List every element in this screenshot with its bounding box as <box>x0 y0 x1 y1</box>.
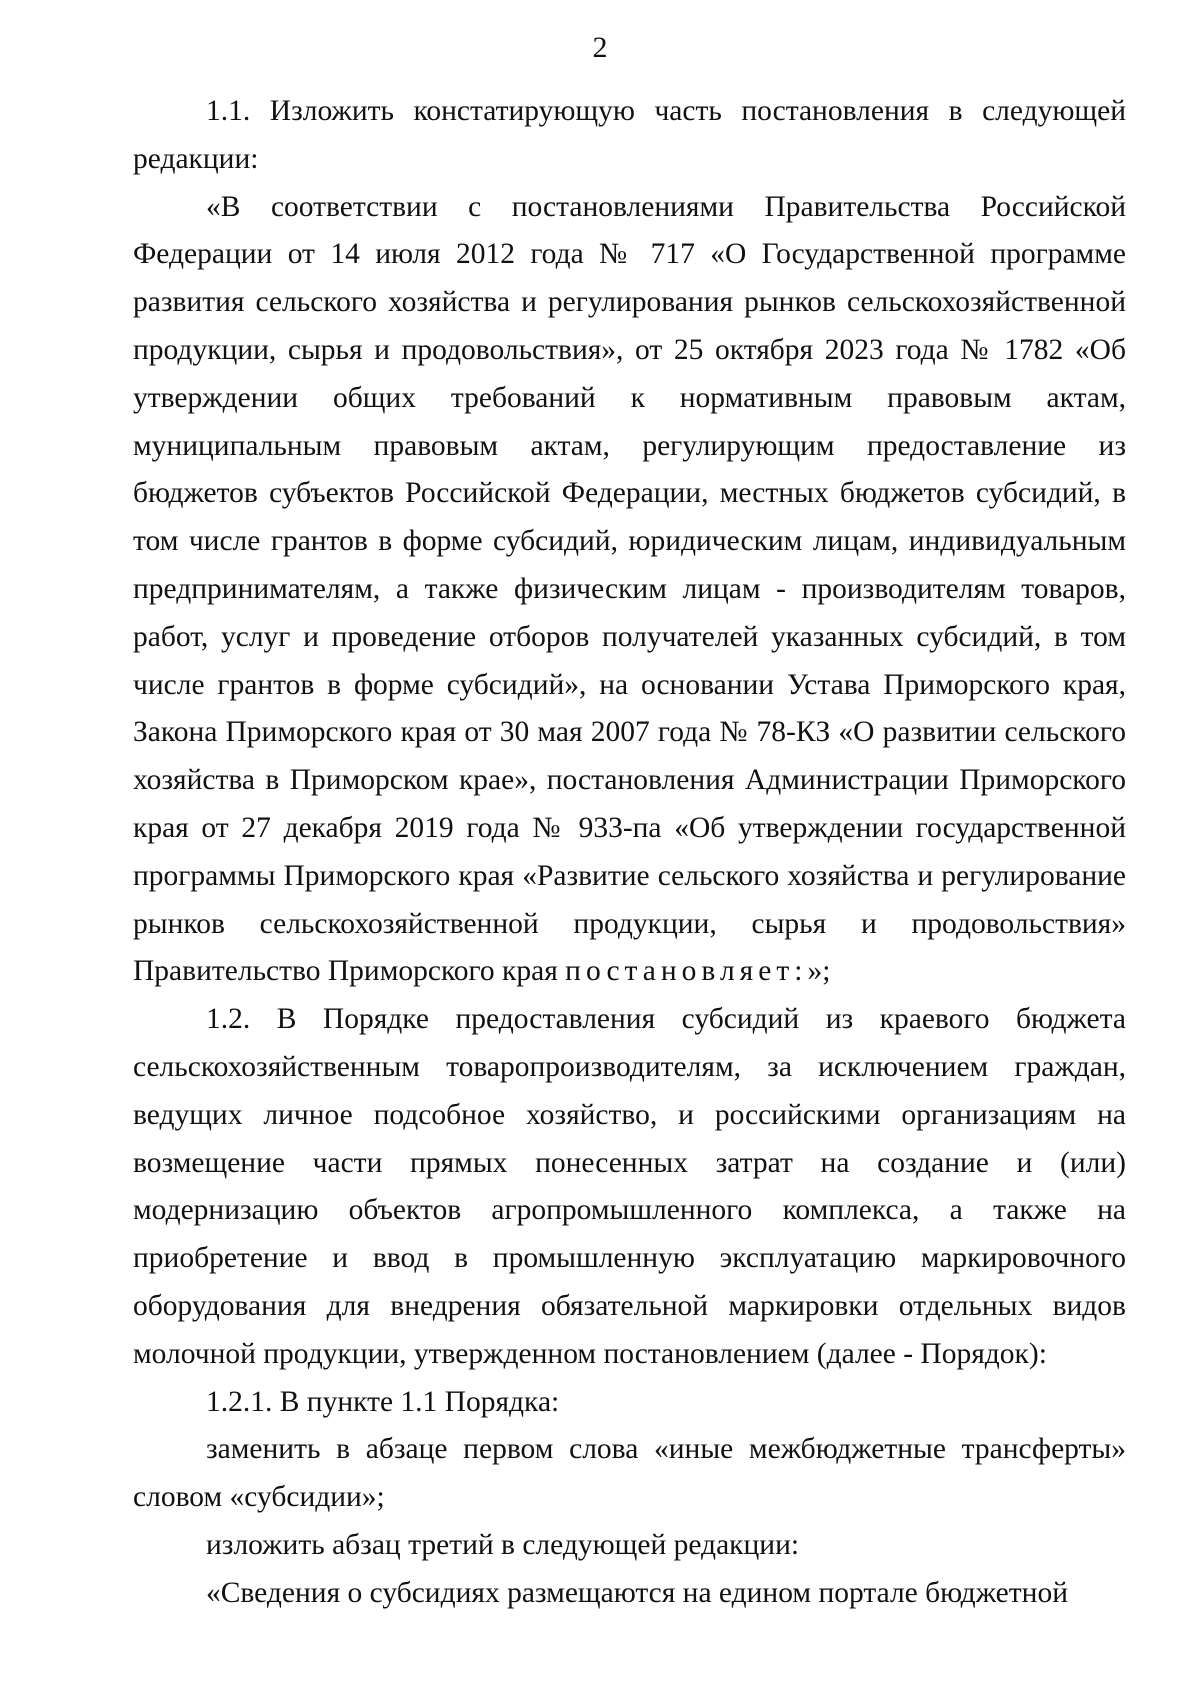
paragraph-preamble <box>133 184 1126 997</box>
paragraph-1-1: 1.1. Изложить констатирующую часть постановления в следующей редакции: <box>133 95 1126 175</box>
paragraph-replace-words: заменить в абзаце первом слова «иные межбюджетные трансферты» словом «субсидии»; <box>133 1433 1126 1514</box>
paragraph-1-2-1: 1.2.1. В пункте 1.1 Порядка: <box>206 1385 560 1418</box>
preamble-resolves-word: постановляет: <box>565 955 808 988</box>
preamble-text: «В соответствии с постановлениями Правительства Российской Федерации от 14 июля 2012 года № 717 «О Государственной программе развития сельского хозяйства и регулирования рынков сельскохозяйственной продукции, сырья и продовольствия», от 25 октября 2023 года № 1782 «Об утверждении общих требований к нормативным правовым актам, муниципальным правовым актам, регулирующим предоставление из бюджетов субъектов Российской Федерации, местных бюджетов субсидий, в том числе грантов в форме субсидий, юридическим лицам, индивидуальным предпринимателям, а также физическим лицам - производителям товаров, работ, услуг и проведение отборов получателей указанных субсидий, в том числе грантов в форме субсидий», на основании Устава Приморского края, Закона Приморского края от 30 мая 2007 года № 78-КЗ «О развитии сельского хозяйства в Приморском крае», постановления Администрации Приморского края от 27 декабря 2019 года № 933-па «Об утверждении государственной программы Приморского края «Развитие сельского хозяйства и регулирование рынков сельскохозяйственной продукции, сырья и продовольствия» Правительство Приморского края <box>133 190 1126 988</box>
page-number: 2 <box>592 31 608 64</box>
paragraph-subsidy-info: «Сведения о субсидиях размещаются на едином портале бюджетной <box>206 1576 1068 1609</box>
preamble-tail: »; <box>807 955 831 988</box>
document-body <box>133 88 1126 1618</box>
paragraph-restate-third: изложить абзац третий в следующей редакции: <box>206 1528 800 1561</box>
paragraph-1-2: 1.2. В Порядке предоставления субсидий из краевого бюджета сельскохозяйственным товаропроизводителям, за исключением граждан, ведущих личное подсобное хозяйство, и российскими организациям на возмещение части прямых понесенных затрат на создание и (или) модернизацию объектов агропромышленного комплекса, а также на приобретение и ввод в промышленную эксплуатацию маркировочного оборудования для внедрения обязательной маркировки отдельных видов молочной продукции, утвержденном постановлением (далее - Порядок): <box>133 1003 1126 1370</box>
